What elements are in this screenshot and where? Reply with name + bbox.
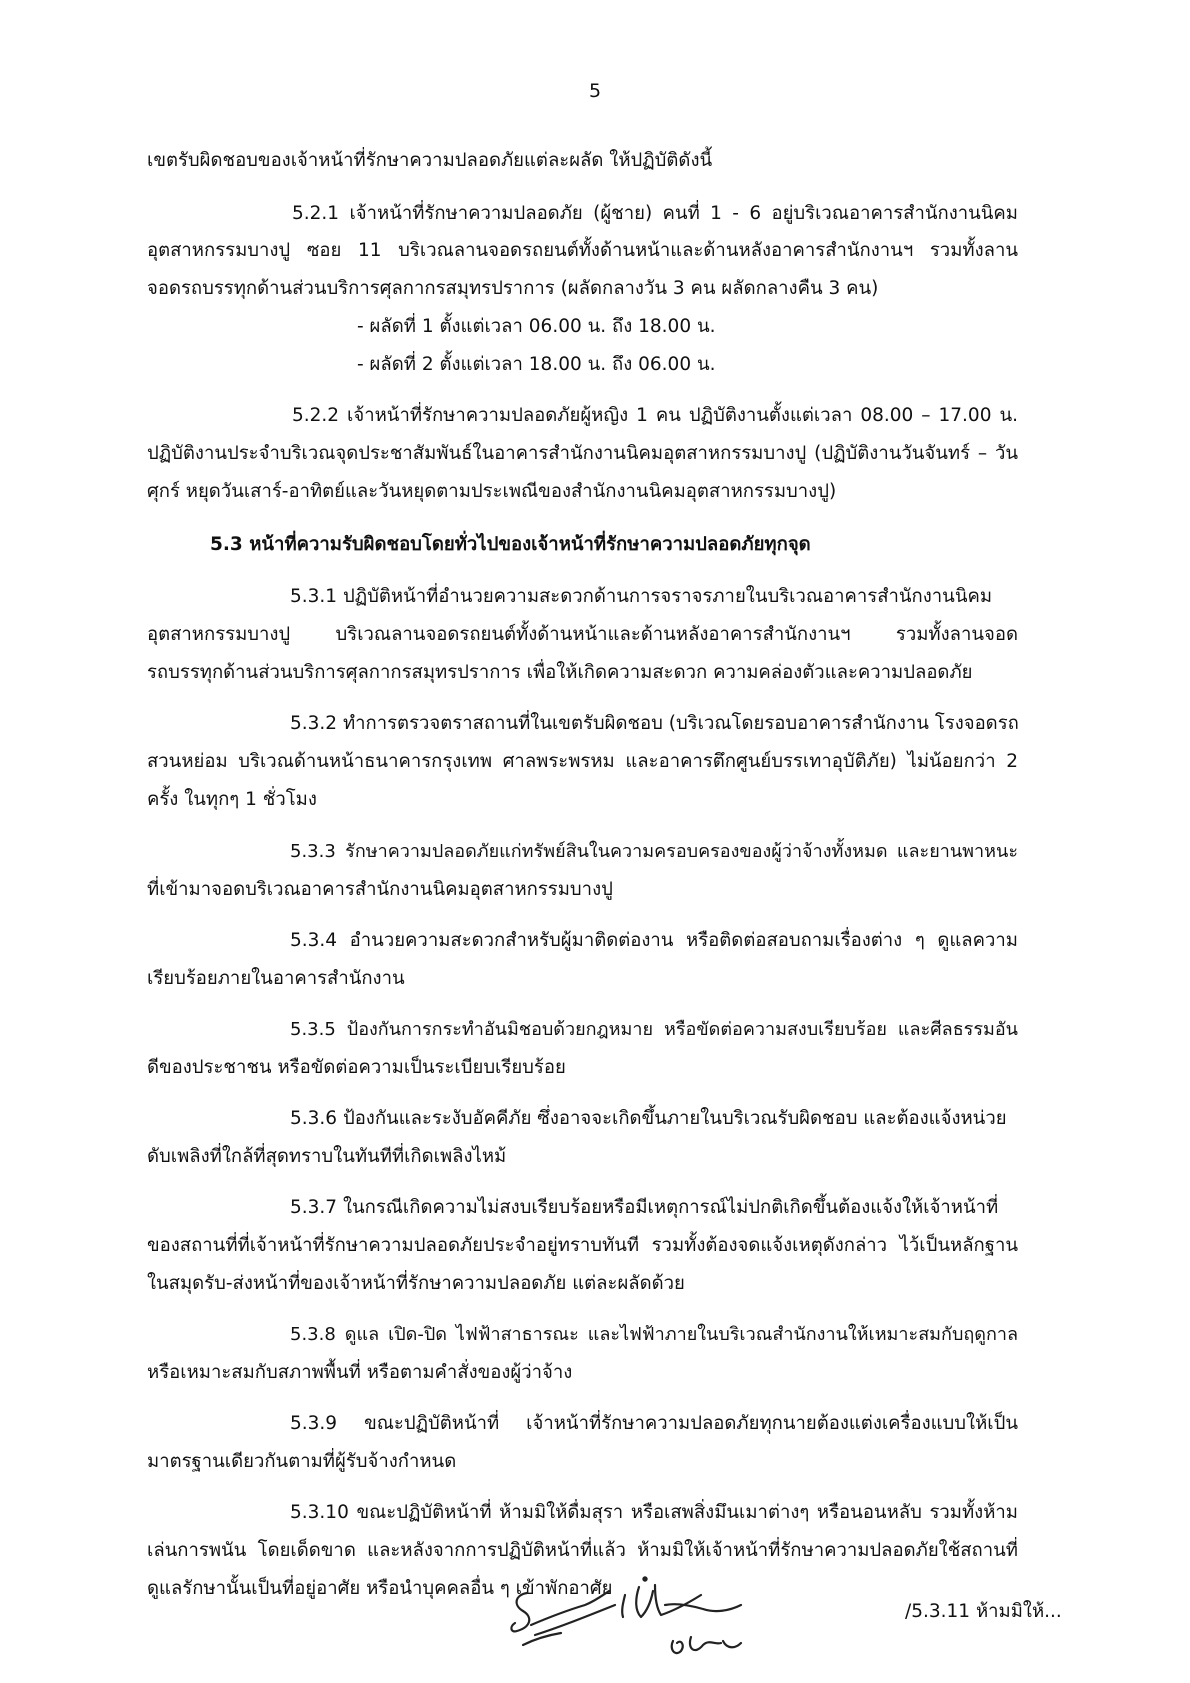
text-line: 5.3.7 ในกรณีเกิดความไม่สงบเรียบร้อยหรือมีเหตุการณ์ไม่ปกติเกิดขึ้นต้องแจ้งให้เจ้าหน้าที่: [290, 1197, 999, 1218]
text-line: 5.3.10 ขณะปฏิบัติหน้าที่ ห้ามมิให้ดื่มสุรา หรือเสพสิ่งมึนเมาต่างๆ หรือนอนหลับ รวมทั้งห้าม: [290, 1502, 1018, 1523]
text-line: 5.3.6 ป้องกันและระงับอัคคีภัย ซึ่งอาจจะเกิดขึ้นภายในบริเวณรับผิดชอบ และต้องแจ้งหน่วย: [290, 1108, 1007, 1129]
text-line: ในสมุดรับ-ส่งหน้าที่ของเจ้าหน้าที่รักษาความปลอดภัย แต่ละผลัดด้วย: [147, 1273, 685, 1294]
text-line: มาตรฐานเดียวกันตามที่ผู้รับจ้างกำหนด: [147, 1451, 457, 1472]
text-line: 5.2.2 เจ้าหน้าที่รักษาความปลอดภัยผู้หญิง 1 คน ปฏิบัติงานตั้งแต่เวลา 08.00 – 17.00 น.: [292, 405, 1018, 426]
text-line: อุตสาหกรรมบางปู บริเวณลานจอดรถยนต์ทั้งด้านหน้าและด้านหลังอาคารสำนักงานฯ รวมทั้งลานจอด: [147, 624, 1018, 645]
text-line: 5.2.1 เจ้าหน้าที่รักษาความปลอดภัย (ผู้ชาย) คนที่ 1 - 6 อยู่บริเวณอาคารสำนักงานนิคม: [292, 203, 1018, 224]
text-line: ดูแลรักษานั้นเป็นที่อยู่อาศัย หรือนำบุคคลอื่น ๆ เข้าพักอาศัย: [147, 1578, 613, 1599]
text-line: ศุกร์ หยุดวันเสาร์-อาทิตย์และวันหยุดตามประเพณีของสำนักงานนิคมอุตสาหกรรมบางปู): [147, 481, 837, 502]
text-line: - ผลัดที่ 2 ตั้งแต่เวลา 18.00 น. ถึง 06.00 น.: [357, 354, 716, 375]
text-line: 5.3.4 อำนวยความสะดวกสำหรับผู้มาติดต่องาน หรือติดต่อสอบถามเรื่องต่าง ๆ ดูแลความ: [290, 930, 1018, 951]
text-line: ที่เข้ามาจอดบริเวณอาคารสำนักงานนิคมอุตสาหกรรมบางปู: [147, 879, 613, 900]
text-line: สวนหย่อม บริเวณด้านหน้าธนาคารกรุงเทพ ศาลพระพรหม และอาคารตึกศูนย์บรรเทาอุบัติภัย) ไม่น้อยกว่า 2: [147, 751, 1018, 772]
text-line: ปฏิบัติงานประจำบริเวณจุดประชาสัมพันธ์ในอาคารสำนักงานนิคมอุตสาหกรรมบางปู (ปฏิบัติงานวันจันทร์ – วัน: [147, 443, 1018, 464]
continuation-note: /5.3.11 ห้ามมิให้...: [905, 1601, 1062, 1622]
page-number: 5: [588, 80, 602, 102]
section-heading: 5.3 หน้าที่ความรับผิดชอบโดยทั่วไปของเจ้าหน้าที่รักษาความปลอดภัยทุกจุด: [210, 534, 811, 555]
text-line: ดีของประชาชน หรือขัดต่อความเป็นระเบียบเรียบร้อย: [147, 1057, 566, 1078]
text-line: เขตรับผิดชอบของเจ้าหน้าที่รักษาความปลอดภัยแต่ละผลัด ให้ปฏิบัติดังนี้: [147, 150, 713, 171]
text-line: 5.3.8 ดูแล เปิด-ปิด ไฟฟ้าสาธารณะ และไฟฟ้าภายในบริเวณสำนักงานให้เหมาะสมกับฤดูกาล: [290, 1324, 1018, 1345]
text-line: อุตสาหกรรมบางปู ซอย 11 บริเวณลานจอดรถยนต์ทั้งด้านหน้าและด้านหลังอาคารสำนักงานฯ รวมทั้งลาน: [147, 240, 1018, 261]
text-line: ดับเพลิงที่ใกล้ที่สุดทราบในทันทีที่เกิดเพลิงไหม้: [147, 1146, 507, 1167]
text-line: 5.3.1 ปฏิบัติหน้าที่อำนวยความสะดวกด้านการจราจรภายในบริเวณอาคารสำนักงานนิคม: [290, 586, 993, 607]
text-line: เรียบร้อยภายในอาคารสำนักงาน: [147, 968, 405, 989]
text-line: หรือเหมาะสมกับสภาพพื้นที่ หรือตามคำสั่งของผู้ว่าจ้าง: [147, 1362, 573, 1383]
text-line: ของสถานที่ที่เจ้าหน้าที่รักษาความปลอดภัยประจำอยู่ทราบทันที รวมทั้งต้องจดแจ้งเหตุดังกล่าว ไว้เป็นหลักฐาน: [147, 1235, 1018, 1256]
text-line: 5.3.9 ขณะปฏิบัติหน้าที่ เจ้าหน้าที่รักษาความปลอดภัยทุกนายต้องแต่งเครื่องแบบให้เป็น: [290, 1413, 1018, 1434]
text-line: - ผลัดที่ 1 ตั้งแต่เวลา 06.00 น. ถึง 18.00 น.: [357, 316, 716, 337]
text-line: 5.3.3 รักษาความปลอดภัยแก่ทรัพย์สินในความครอบครองของผู้ว่าจ้างทั้งหมด และยานพาหนะ: [290, 841, 1018, 862]
text-line: เล่นการพนัน โดยเด็ดขาด และหลังจากการปฏิบัติหน้าที่แล้ว ห้ามมิให้เจ้าหน้าที่รักษาความปลอดภัยใช้สถานที่: [147, 1540, 1018, 1561]
signature-initials: [505, 1565, 765, 1665]
text-line: จอดรถบรรทุกด้านส่วนบริการศุลกากรสมุทรปราการ (ผลัดกลางวัน 3 คน ผลัดกลางคืน 3 คน): [147, 278, 879, 299]
text-line: ครั้ง ในทุกๆ 1 ชั่วโมง: [147, 789, 317, 810]
text-line: 5.3.2 ทำการตรวจตราสถานที่ในเขตรับผิดชอบ (บริเวณโดยรอบอาคารสำนักงาน โรงจอดรถ: [290, 713, 1019, 734]
text-line: รถบรรทุกด้านส่วนบริการศุลกากรสมุทรปราการ เพื่อให้เกิดความสะดวก ความคล่องตัวและความปลอดภัย: [147, 662, 973, 683]
text-line: 5.3.5 ป้องกันการกระทำอันมิชอบด้วยกฎหมาย หรือขัดต่อความสงบเรียบร้อย และศีลธรรมอัน: [290, 1019, 1018, 1040]
